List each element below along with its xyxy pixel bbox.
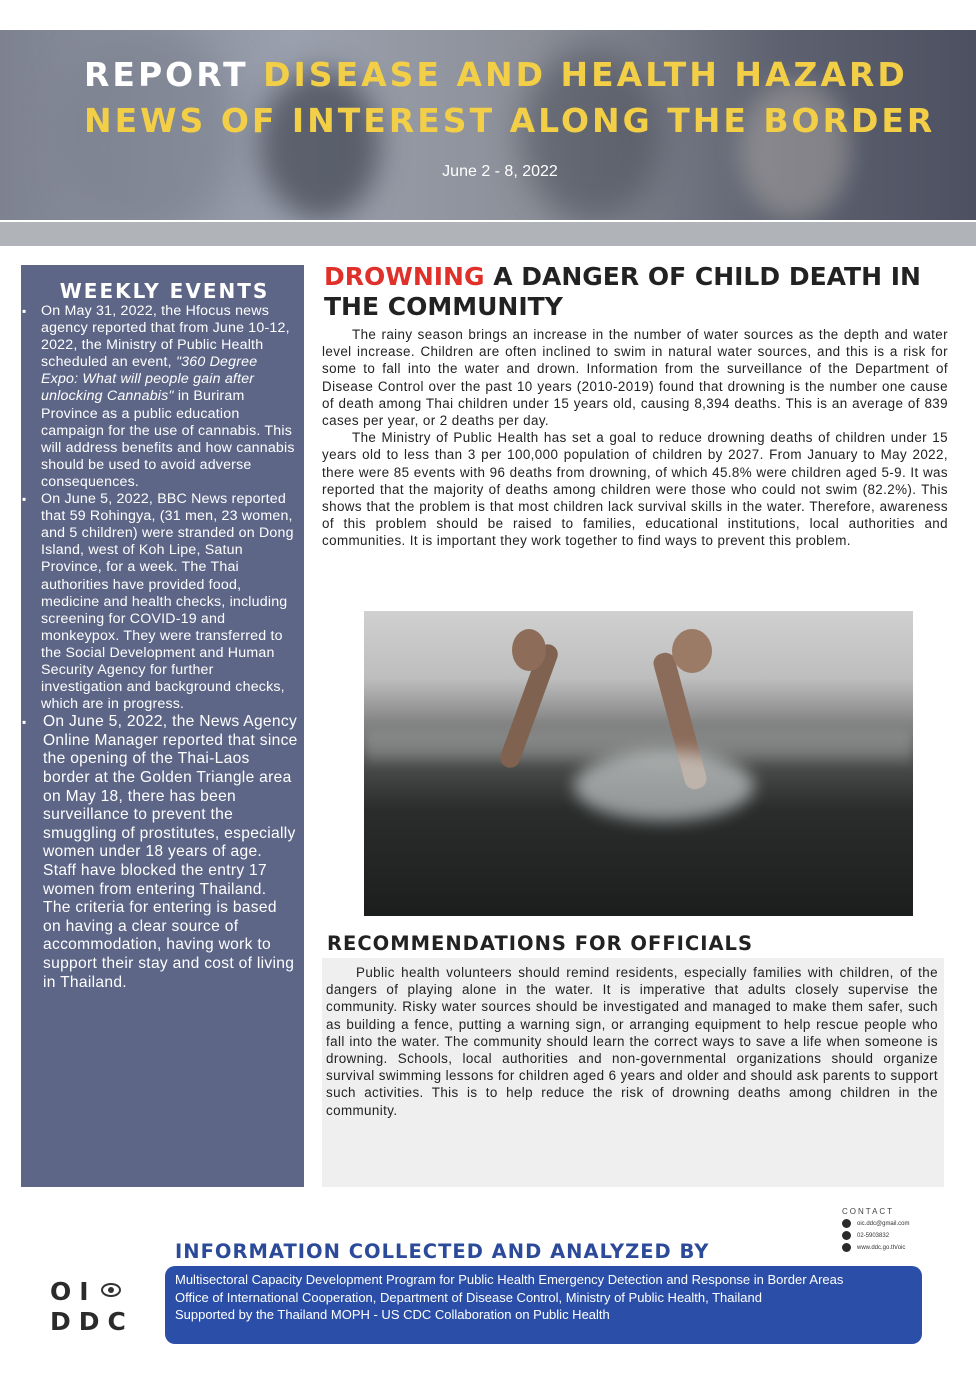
weekly-events-panel <box>21 265 304 1187</box>
article-title <box>322 262 948 322</box>
recommendations-title: RECOMMENDATIONS FOR OFFICIALS <box>327 932 754 955</box>
photo-hand <box>672 629 712 673</box>
weekly-event-text: in Buriram Province as a public education campaign for the use of cannabis. This will address benefits and how cannabis should be used to avoid adverse consequences. <box>41 388 295 490</box>
bullet-icon: ▪ <box>22 304 27 318</box>
globe-icon <box>842 1243 851 1252</box>
footer-line: Multisectoral Capacity Development Program for Public Health Emergency Detection and Response in Border Areas <box>175 1272 844 1287</box>
weekly-event-text: On June 5, 2022, BBC News reported that 59 Rohingya, (31 men, 23 women, and 5 children) were stranded on Dong Island, west of Koh Lipe, Satun Province, for a week. The Thai authorities have provided food, medicine and health checks, including screening for COVID-19 and monkeypox. They were transferred to the Social Development and Human Security Agency for further investigation and background checks, which are in progress. <box>41 491 294 713</box>
contact-label: CONTACT <box>842 1207 895 1216</box>
phone-icon <box>842 1231 851 1240</box>
contact-phone[interactable]: 02-5903832 <box>857 1232 890 1239</box>
photo-hand <box>512 629 546 671</box>
weekly-events-title: WEEKLY EVENTS <box>59 279 270 303</box>
weekly-event-item <box>21 713 304 992</box>
main-article <box>322 262 948 550</box>
header-divider-band <box>0 222 976 246</box>
contact-web[interactable]: www.ddc.go.th/oic <box>857 1244 906 1251</box>
logo-line-1: OI <box>50 1277 97 1306</box>
weekly-event-text: On May 31, 2022, the Hfocus news agency reported that from June 10-12, 2022, the Ministry of Public Health scheduled an event, <box>41 303 290 371</box>
article-title-highlight: DROWNING <box>324 262 485 291</box>
recommendations-box <box>322 958 944 1187</box>
email-icon <box>842 1219 851 1228</box>
contact-block <box>842 1207 972 1252</box>
eye-icon <box>101 1283 121 1297</box>
weekly-event-item <box>21 303 304 491</box>
contact-email[interactable]: oic.ddc@gmail.com <box>857 1220 910 1227</box>
article-paragraph: The rainy season brings an increase in the number of water sources as the depth and water level increase. Children are often inclined to swim in natural water sources, and this is a risk for some to fall into the water and drown. Information from the surveillance of the Department of Disease Control over the past 10 years (2010-2019) found that drowning is the number one cause of death among Thai children under 15 years old, causing 8,394 deaths. This is an average of 839 cases per year, or 2 deaths per day. <box>322 327 948 429</box>
photo-splash <box>574 751 754 821</box>
bullet-icon: ▪ <box>22 715 27 730</box>
oic-ddc-logo <box>50 1277 140 1339</box>
eye-pupil <box>108 1287 114 1293</box>
article-body <box>322 326 948 550</box>
contact-email-row <box>842 1219 972 1228</box>
report-title-yellow-1: DISEASE AND HEALTH HAZARD <box>263 55 908 94</box>
weekly-event-text: On June 5, 2022, the News Agency Online Manager reported that since the opening of the Thai-Laos border at the Golden Triangle area on May 18, there has been surveillance to prevent the smuggling of prostitutes, especially women under 18 years of age. Staff have blocked the entry 17 women from entering Thailand. The criteria for entering is based on having a clear source of accommodation, having work to support their stay and cost of living in Thailand. <box>43 713 298 991</box>
recommendations-text: Public health volunteers should remind residents, especially families with children, of the dangers of playing alone in the water. It is imperative that adults closely supervise the community. Risky water sources should be investigated and managed to make them safer, such as building a fence, putting a warning sign, or arranging equipment to help rescue people who fall into the water. The community should learn the correct ways to save a life when someone is drowning. Schools, local authorities and non-governmental organizations should organize survival swimming lessons for children aged 6 years and older and should ask parents to support such activities. This is to help reduce the risk of drowning deaths among children in the community. <box>326 965 938 1118</box>
weekly-event-emphasis: "360 Degree Expo: What will people gain after unlocking Cannabis" <box>41 354 258 405</box>
contact-phone-row <box>842 1231 972 1240</box>
drowning-photo <box>364 611 913 916</box>
report-date: June 2 - 8, 2022 <box>442 163 558 180</box>
weekly-event-item <box>21 491 304 713</box>
report-title <box>84 52 944 144</box>
info-collected-title: INFORMATION COLLECTED AND ANALYZED BY <box>175 1240 710 1263</box>
article-title-rest: A DANGER OF CHILD DEATH IN THE COMMUNITY <box>324 262 921 321</box>
footer-line: Supported by the Thailand MOPH - US CDC Collaboration on Public Health <box>175 1307 610 1322</box>
logo-line-2: DDC <box>50 1307 134 1336</box>
article-paragraph: The Ministry of Public Health has set a goal to reduce drowning deaths of children under 15 years old to less than 3 per 100,000 population of children by 2027. From January to May 2022, there were 85 events with 96 deaths from drowning, of which 45.8% were children aged 5-9. It was reported that the majority of deaths among children were those who could not swim (82.2%). This shows that the problem is that most children lack survival skills in the water. Therefore, awareness of this problem should be raised to families, educational institutions, local authorities and communities. It is important they work together to find ways to prevent this problem. <box>322 430 948 549</box>
contact-web-row <box>842 1243 972 1252</box>
footer-info-box <box>165 1266 922 1344</box>
weekly-events-list <box>21 303 304 992</box>
header-banner <box>0 30 976 220</box>
report-title-white: REPORT <box>84 55 249 94</box>
footer-line: Office of International Cooperation, Department of Disease Control, Ministry of Public Health, Thailand <box>175 1289 762 1305</box>
bullet-icon: ▪ <box>22 492 27 507</box>
report-title-yellow-2: NEWS OF INTEREST ALONG THE BORDER <box>84 101 936 140</box>
